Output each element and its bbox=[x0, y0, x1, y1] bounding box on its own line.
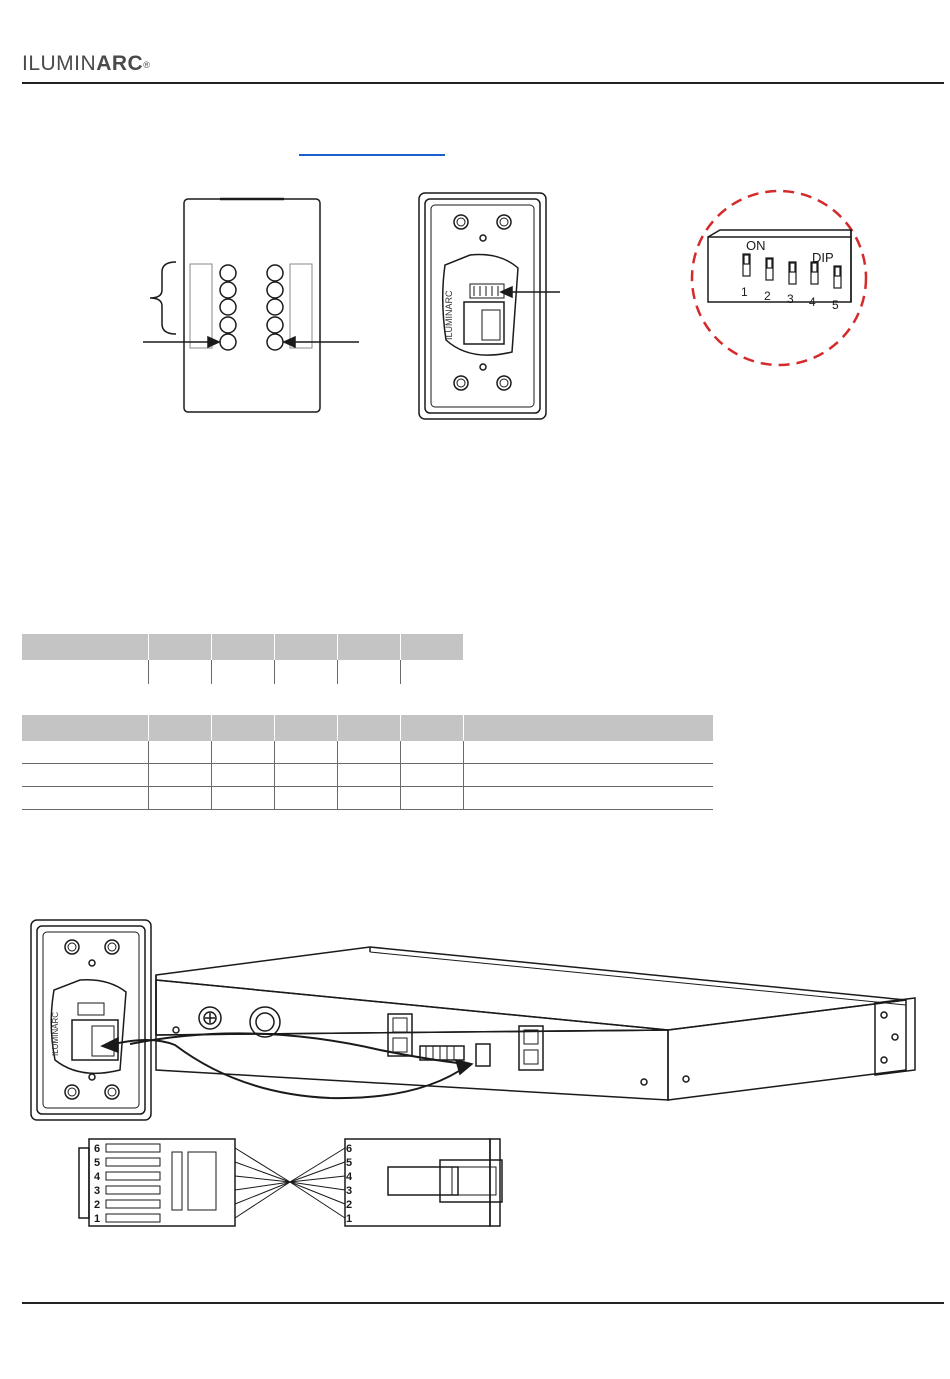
svg-text:ILUMINARC: ILUMINARC bbox=[51, 1011, 60, 1056]
dip-switch-detail bbox=[692, 191, 866, 365]
dip-settings-table-1 bbox=[22, 634, 463, 684]
pin-left-5: 5 bbox=[94, 1157, 101, 1169]
pin-left-1: 1 bbox=[94, 1213, 101, 1225]
pin-left-4: 4 bbox=[94, 1171, 101, 1183]
pin-right-4: 4 bbox=[346, 1171, 353, 1183]
table-row bbox=[22, 660, 463, 684]
logo-light-text: ILUMIN bbox=[22, 52, 97, 75]
faceplate-front-drawing bbox=[419, 193, 560, 419]
pin-hole-column-left bbox=[220, 265, 236, 350]
pin-right-1: 1 bbox=[346, 1213, 353, 1225]
dip-settings-table-2 bbox=[22, 715, 713, 810]
table-header-row bbox=[22, 634, 463, 660]
dip-label-on: ON bbox=[746, 238, 766, 253]
table-header-row bbox=[22, 715, 713, 741]
logo-bold-text: ARC bbox=[96, 52, 144, 75]
table-row bbox=[22, 764, 713, 787]
brace-icon bbox=[150, 262, 176, 334]
svg-text:ILUMINARC: ILUMINARC bbox=[444, 290, 454, 340]
pin-right-3: 3 bbox=[346, 1185, 353, 1197]
pin-left-6: 6 bbox=[94, 1143, 101, 1155]
pin-left-3: 3 bbox=[94, 1185, 101, 1197]
pin-right-2: 2 bbox=[346, 1199, 353, 1211]
dip-number-2: 2 bbox=[764, 289, 771, 303]
pin-left-2: 2 bbox=[94, 1199, 101, 1211]
dip-number-3: 3 bbox=[787, 292, 794, 306]
rj-pinout-diagram bbox=[79, 1139, 502, 1226]
footer-rule bbox=[22, 1302, 944, 1304]
dip-label-dip: DIP bbox=[812, 250, 834, 265]
rack-controller-drawing bbox=[102, 947, 915, 1100]
logo-registered-mark: ® bbox=[143, 60, 151, 70]
dip-number-1: 1 bbox=[741, 285, 748, 299]
dip-number-5: 5 bbox=[832, 298, 839, 312]
crossover-wires bbox=[235, 1148, 345, 1218]
table-row bbox=[22, 787, 713, 810]
table-row bbox=[22, 741, 713, 764]
pin-right-6: 6 bbox=[346, 1143, 353, 1155]
faceplate-connection-drawing bbox=[31, 920, 151, 1120]
faceplate-back-drawing bbox=[143, 199, 359, 412]
dip-number-4: 4 bbox=[809, 295, 816, 309]
pin-hole-column-right bbox=[267, 265, 283, 350]
pin-right-5: 5 bbox=[346, 1157, 353, 1169]
